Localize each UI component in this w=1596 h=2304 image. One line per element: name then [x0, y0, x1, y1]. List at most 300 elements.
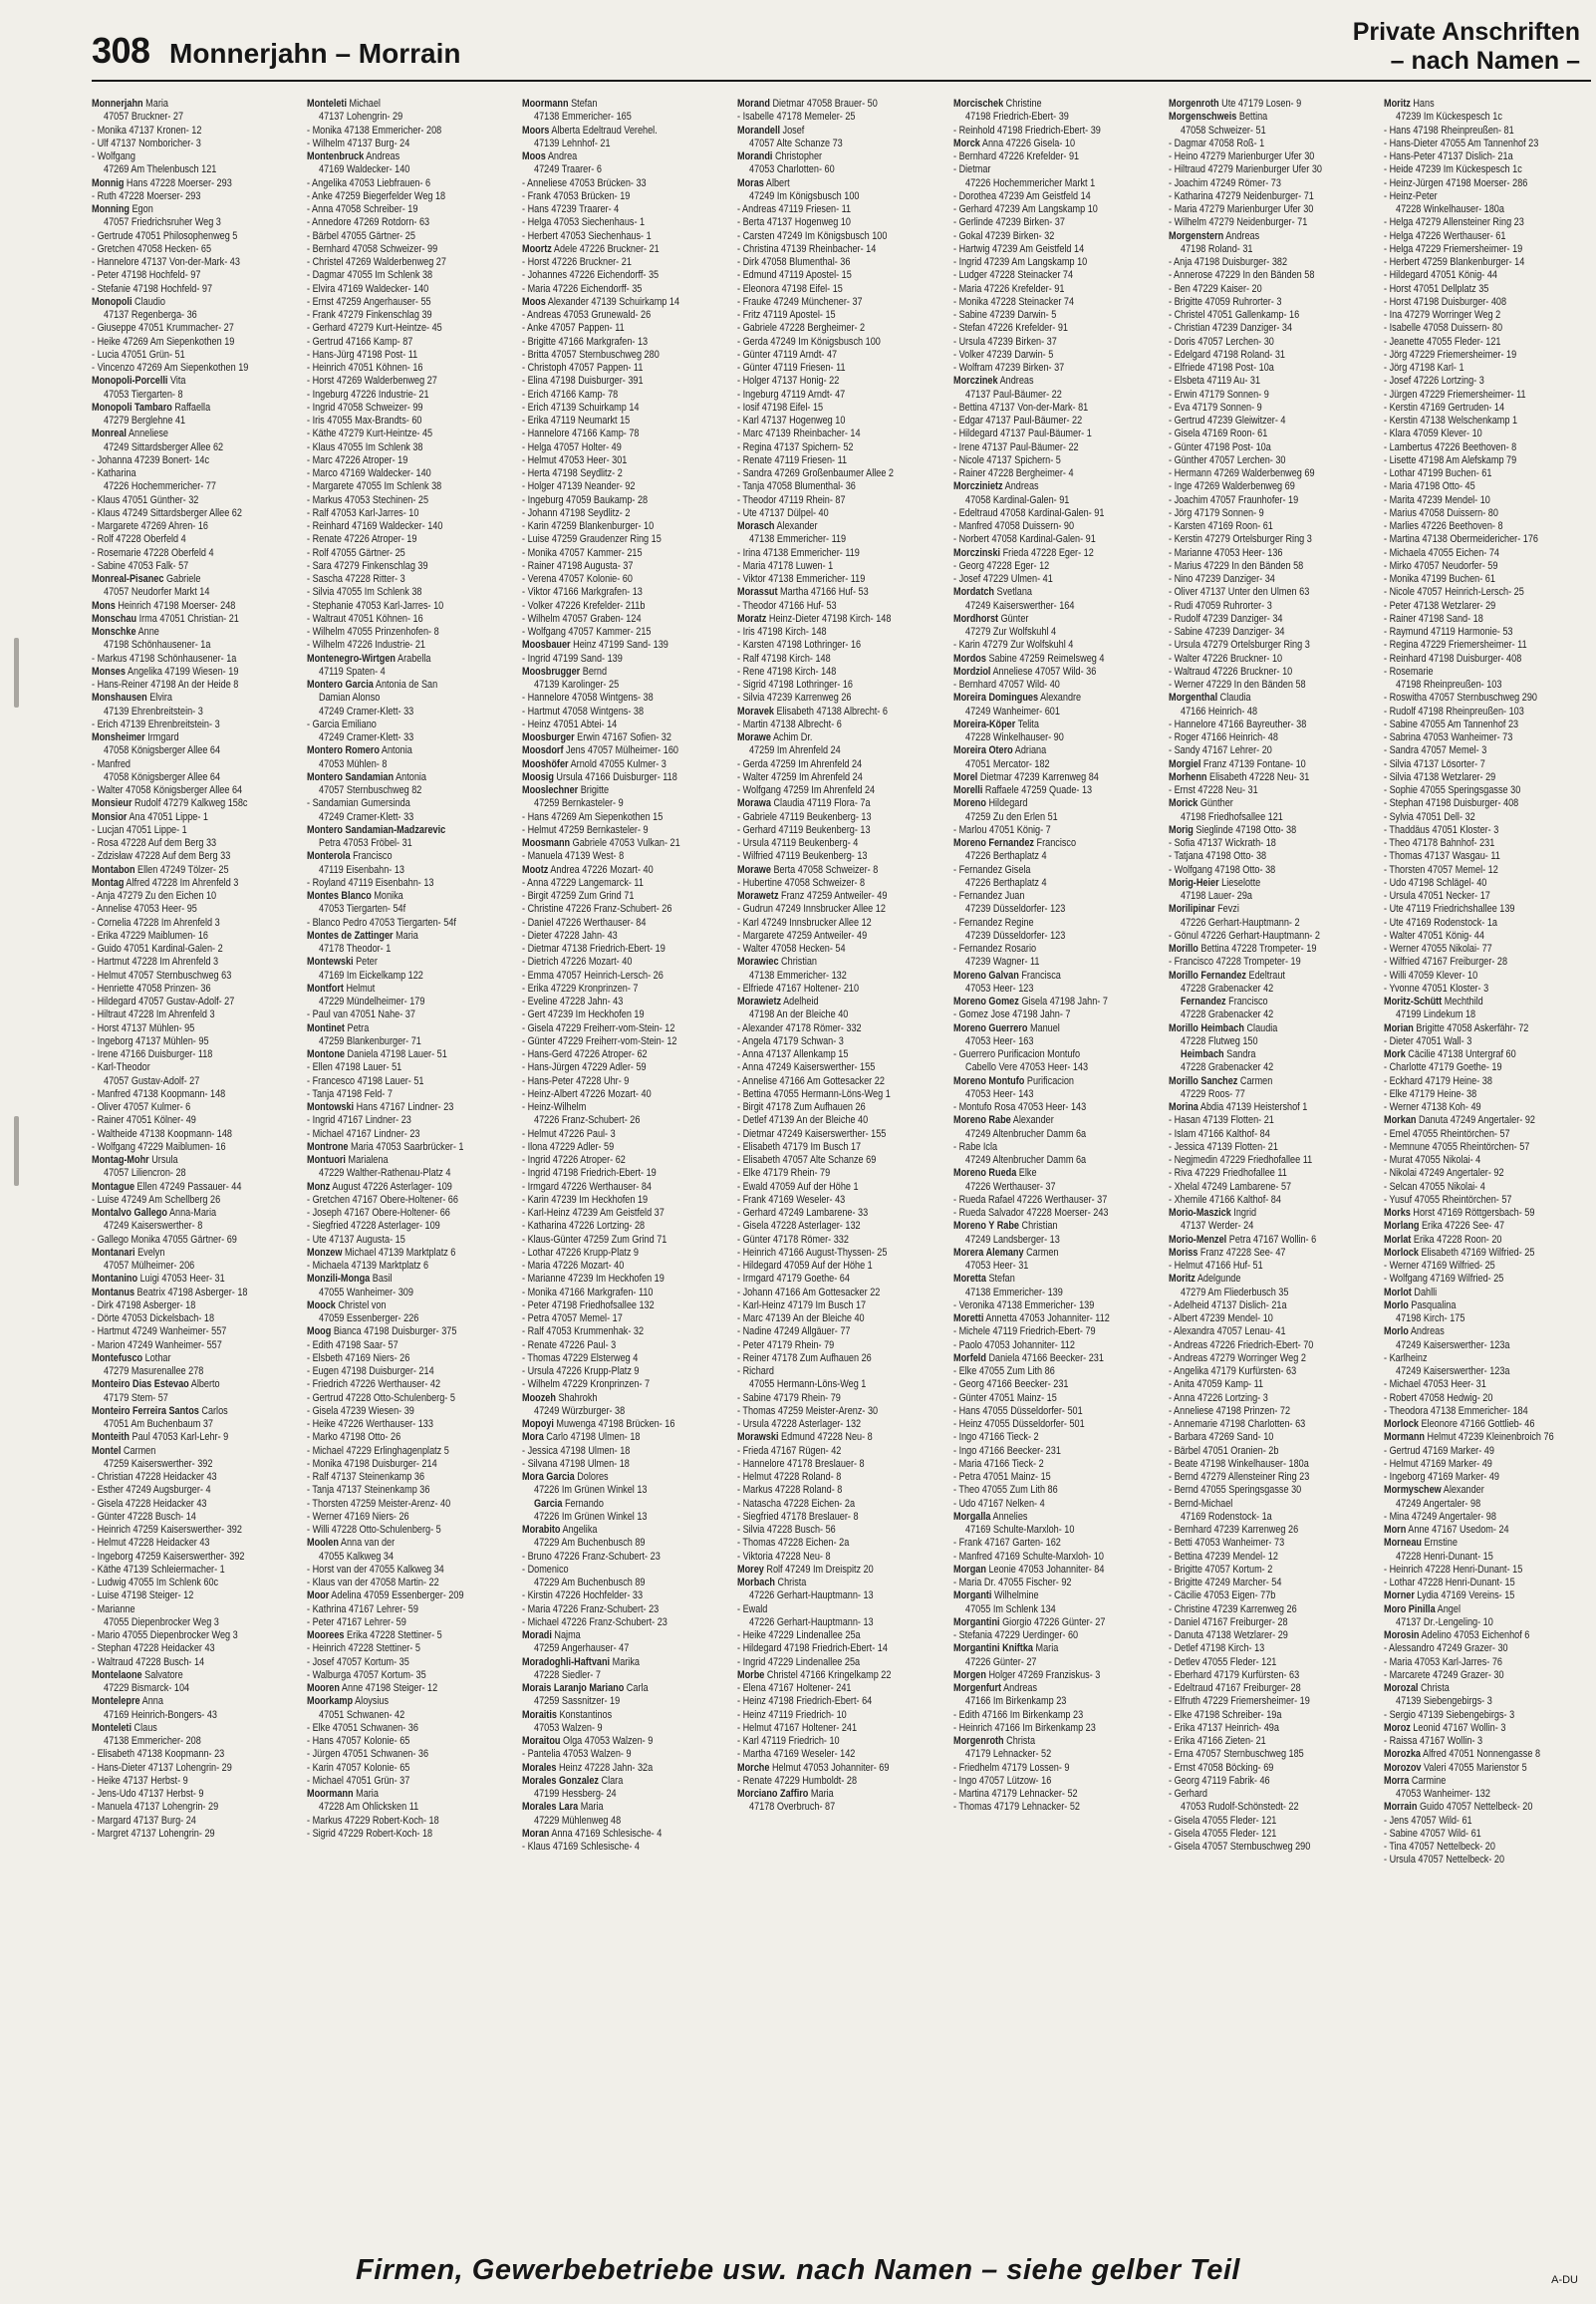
listing-entry: [307, 613, 514, 626]
entry-detail: - Pantelia 47053 Walzen- 9: [522, 1748, 632, 1761]
listing-entry: [307, 1722, 514, 1735]
entry-detail: - Wilhelm 47057 Graben- 124: [522, 612, 642, 625]
entry-detail: - Lucjan 47051 Lippe- 1: [92, 823, 187, 836]
surname: Morig-Heier: [1168, 876, 1219, 889]
entry-detail: - Negjmedin 47229 Friedhofallee 11: [1168, 1154, 1312, 1166]
entry-detail: 47138 Emmericher- 139: [964, 1286, 1063, 1298]
listing-entry: [1169, 996, 1376, 1008]
listing-entry: [1169, 1431, 1376, 1444]
listing-entry: [92, 269, 299, 282]
entry-detail: - Helga 47053 Siechenhaus- 1: [522, 216, 646, 229]
surname: Monsior: [92, 810, 128, 823]
listing-entry: [1384, 1511, 1591, 1524]
listing-entry: [92, 177, 299, 190]
listing-entry: [92, 415, 299, 428]
entry-detail: - Thaddäus 47051 Kloster- 3: [1383, 823, 1499, 836]
entry-detail: - Thomas 47259 Meister-Arenz- 30: [737, 1404, 879, 1417]
entry-detail: - Karin 47259 Blankenburger- 10: [522, 520, 655, 532]
entry-detail: - Margard 47137 Burg- 24: [92, 1814, 196, 1827]
listing-entry: [1169, 1220, 1376, 1233]
listing-entry: [307, 1788, 514, 1801]
entry-detail: Gabriele: [163, 573, 201, 585]
entry-detail: - Fernandez Rosario: [952, 943, 1036, 955]
page-footer: [0, 2254, 1596, 2287]
entry-detail: - Michael 47226 Franz-Schubert- 23: [522, 1615, 668, 1628]
listing-entry: [737, 758, 944, 771]
listing-entry: [1384, 758, 1591, 771]
entry-detail: - Gertrud 47169 Marker- 49: [1383, 1444, 1494, 1457]
listing-entry: [953, 349, 1161, 362]
entry-detail: - Manuela 47139 West- 8: [522, 850, 625, 863]
entry-detail: - Esther 47249 Augsburger- 4: [92, 1484, 211, 1497]
listing-entry: [737, 1260, 944, 1273]
entry-detail: - Klaus-Günter 47259 Zum Grind 71: [522, 1233, 667, 1246]
entry-detail: - Ingrid 47167 Lindner- 23: [307, 1114, 411, 1127]
listing-entry: [953, 1656, 1161, 1669]
entry-detail: - Peter 47198 Hochfeld- 97: [92, 269, 201, 282]
listing-entry: [737, 666, 944, 679]
listing-entry: [737, 903, 944, 916]
entry-detail: - Holger 47139 Neander- 92: [522, 480, 636, 493]
entry-detail: - Petra 47057 Memel- 17: [522, 1312, 624, 1324]
listing-entry: [522, 1748, 729, 1761]
listing-entry: [1169, 1299, 1376, 1312]
entry-detail: - Gertrud 47228 Otto-Schulenberg- 5: [307, 1391, 456, 1404]
listing-entry: [522, 1234, 729, 1247]
listing-entry: [522, 362, 729, 375]
listing-entry: [92, 163, 299, 176]
surname: Morozka: [1383, 1748, 1421, 1761]
listing-entry: [1169, 1234, 1376, 1247]
listing-entry: [737, 1008, 944, 1021]
entry-detail: - Ingrid 47199 Sand- 139: [522, 652, 624, 665]
entry-detail: - Helmut 47166 Huf- 51: [1168, 1260, 1263, 1272]
listing-entry: [307, 653, 514, 666]
entry-detail: - Karin 47279 Zur Wolfskuhl 4: [952, 639, 1073, 652]
surname: Morgenstern: [1168, 229, 1223, 242]
listing-entry: [953, 850, 1161, 863]
entry-detail: - Edeltraud 47058 Kardinal-Galen- 91: [952, 506, 1105, 519]
entry-detail: - Nikolai 47249 Angertaler- 92: [1383, 1167, 1504, 1180]
entry-detail: Carmen: [1237, 1074, 1273, 1087]
listing-entry: [522, 903, 729, 916]
entry-detail: Alexander: [1441, 1484, 1484, 1497]
entry-detail: - Sophie 47055 Speringsgasse 30: [1383, 784, 1521, 796]
entry-detail: - Bernd 47055 Speringsgasse 30: [1168, 1484, 1301, 1497]
entry-detail: - Ingeborg 47169 Marker- 49: [1383, 1471, 1499, 1483]
listing-entry: [307, 956, 514, 969]
listing-entry: [737, 1312, 944, 1325]
entry-detail: Albert: [764, 176, 791, 189]
entry-detail: - Christel 47051 Gallenkamp- 16: [1168, 309, 1299, 321]
entry-detail: - Birgit 47259 Zum Grind 71: [522, 890, 635, 902]
surname: Montag: [92, 876, 125, 889]
entry-detail: Sieglinde 47198 Otto- 38: [1193, 823, 1296, 836]
listing-entry: [1384, 1577, 1591, 1589]
surname: Monteiro Dias Estevao: [92, 1378, 189, 1391]
listing-entry: [1169, 283, 1376, 296]
surname: Moozeh: [522, 1391, 557, 1404]
listing-entry: [737, 150, 944, 163]
listing-entry: [522, 216, 729, 229]
listing-entry: [522, 1022, 729, 1035]
listing-entry: [1384, 1128, 1591, 1141]
listing-entry: [307, 1735, 514, 1748]
listing-entry: [1384, 1616, 1591, 1629]
entry-detail: - Christine 47226 Franz-Schubert- 26: [522, 903, 672, 916]
entry-detail: - Peter 47198 Friedhofsallee 132: [522, 1298, 655, 1311]
entry-detail: 47249 Cramer-Klett- 33: [319, 705, 414, 718]
entry-detail: - Fernandez Regine: [952, 916, 1034, 929]
listing-entry: [1169, 639, 1376, 652]
listing-entry: [1169, 1181, 1376, 1194]
listing-entry: [522, 758, 729, 771]
entry-detail: Andreas: [1222, 229, 1259, 242]
listing-entry: [307, 269, 514, 282]
surname: Morgan: [952, 1563, 986, 1576]
entry-detail: - Helmut 47057 Sternbuschweg 63: [92, 969, 232, 982]
listing-entry: [307, 322, 514, 335]
listing-entry: [737, 837, 944, 850]
listing-entry: [522, 1484, 729, 1497]
surname: Moorees: [307, 1629, 345, 1641]
entry-detail: - Helmut 47228 Roland- 8: [737, 1471, 842, 1483]
listing-entry: [1169, 1154, 1376, 1167]
page-edge-mark: [14, 1116, 19, 1186]
listing-entry: [307, 150, 514, 163]
surname: Morgantini: [952, 1615, 1000, 1628]
surname: Morgenroth: [1168, 98, 1219, 110]
entry-detail: 47058 Königsberger Allee 64: [104, 770, 221, 783]
listing-entry: [522, 837, 729, 850]
listing-column-1: [92, 98, 299, 2240]
listing-entry: [1169, 573, 1376, 586]
listing-entry: [953, 1603, 1161, 1616]
listing-entry: [1169, 547, 1376, 560]
listing-entry: [92, 375, 299, 388]
listing-entry: [1169, 1114, 1376, 1127]
entry-detail: - Nino 47239 Danziger- 34: [1168, 573, 1275, 585]
listing-entry: [92, 1682, 299, 1695]
listing-entry: [1384, 1418, 1591, 1431]
listing-entry: [953, 1788, 1161, 1801]
entry-detail: - Gisela 47229 Freiherr-vom-Stein- 12: [522, 1021, 675, 1034]
listing-entry: [92, 243, 299, 256]
entry-detail: - Andreas 47053 Grunewald- 26: [522, 309, 652, 321]
entry-detail: - Jens-Udo 47137 Herbst- 9: [92, 1788, 204, 1800]
listing-entry: [737, 1431, 944, 1444]
entry-detail: - Günter 47178 Römer- 332: [737, 1233, 850, 1246]
entry-detail: - Irene 47137 Paul-Bäumer- 22: [952, 440, 1079, 453]
entry-detail: - Christine 47239 Karrenweg 26: [1168, 1602, 1297, 1615]
listing-entry: [92, 1524, 299, 1537]
surname: Moretta: [952, 1273, 986, 1286]
entry-detail: - Thorsten 47057 Memel- 12: [1383, 863, 1498, 876]
listing-entry: [92, 1801, 299, 1814]
listing-entry: [953, 1088, 1161, 1101]
listing-entry: [522, 811, 729, 824]
listing-entry: [1384, 269, 1591, 282]
listing-entry: [737, 1524, 944, 1537]
listing-entry: [307, 811, 514, 824]
entry-detail: - Gisela 47055 Fleder- 121: [1168, 1814, 1277, 1827]
listing-entry: [1169, 850, 1376, 863]
entry-detail: - Peter 47138 Wetzlarer- 29: [1383, 599, 1496, 612]
entry-detail: - Eugen 47198 Duisburger- 214: [307, 1365, 434, 1377]
listing-entry: [737, 1207, 944, 1220]
entry-detail: - Tanja 47137 Steinenkamp 36: [307, 1484, 430, 1497]
entry-detail: - Reiner 47178 Zum Aufhauen 26: [737, 1351, 873, 1364]
entry-detail: Ingrid: [1230, 1207, 1256, 1219]
listing-entry: [1169, 930, 1376, 943]
entry-detail: 47055 Hermann-Löns-Weg 1: [749, 1378, 867, 1391]
entry-detail: - Hartmut 47228 Im Ahrenfeld 3: [92, 956, 219, 969]
listing-entry: [737, 1603, 944, 1616]
listing-entry: [522, 877, 729, 890]
entry-detail: - Thomas 47228 Eichen- 2a: [737, 1537, 850, 1550]
listing-entry: [307, 1669, 514, 1682]
listing-entry: [307, 1088, 514, 1101]
entry-detail: 47229 Bismarck- 104: [104, 1682, 190, 1694]
surname: Mora: [522, 1431, 545, 1444]
listing-entry: [737, 1273, 944, 1286]
listing-entry: [1169, 125, 1376, 138]
entry-detail: Olga 47053 Walzen- 9: [560, 1735, 654, 1747]
listing-entry: [307, 1061, 514, 1074]
listing-entry: [1384, 111, 1591, 124]
listing-entry: [953, 1642, 1161, 1655]
listing-entry: [737, 692, 944, 705]
surname: Morks: [1383, 1207, 1411, 1219]
listing-entry: [737, 1735, 944, 1748]
listing-entry: [1384, 719, 1591, 731]
entry-detail: 47137 Werder- 24: [1180, 1220, 1254, 1233]
listing-entry: [953, 1577, 1161, 1589]
listing-entry: [1169, 586, 1376, 599]
listing-entry: [92, 850, 299, 863]
entry-detail: - Markus 47198 Schönhausener- 1a: [92, 652, 237, 665]
listing-entry: [737, 375, 944, 388]
entry-detail: - Gokal 47239 Birken- 32: [952, 229, 1054, 242]
entry-detail: - Stephanie 47053 Karl-Jarres- 10: [307, 599, 444, 612]
entry-detail: - Theo 47178 Bahnhof- 231: [1383, 837, 1495, 849]
surname: Moretti: [952, 1312, 983, 1324]
entry-detail: - Karl-Heinz 47179 Im Busch 17: [737, 1298, 867, 1311]
listing-entry: [1384, 441, 1591, 454]
listing-entry: [307, 428, 514, 440]
listing-entry: [307, 1801, 514, 1814]
listing-entry: [522, 336, 729, 349]
listing-entry: [1384, 1247, 1591, 1260]
entry-detail: - Helga 47229 Friemersheimer- 19: [1383, 242, 1523, 255]
entry-detail: - Eveline 47228 Jahn- 43: [522, 996, 624, 1008]
entry-detail: 47119 Spaten- 4: [319, 665, 386, 678]
entry-detail: Günther: [1197, 797, 1233, 810]
entry-detail: - Hans-Dieter 47055 Am Tannenhof 23: [1383, 137, 1539, 149]
entry-detail: - Willi 47059 Klever- 10: [1383, 969, 1478, 982]
listing-entry: [1384, 771, 1591, 784]
entry-detail: - Hans 47057 Kolonie- 65: [307, 1735, 410, 1747]
listing-entry: [522, 1273, 729, 1286]
listing-entry: [1169, 1405, 1376, 1418]
entry-detail: - Josef 47229 Ulmen- 41: [952, 573, 1053, 585]
entry-detail: - Günter 47229 Freiherr-vom-Stein- 12: [522, 1034, 677, 1047]
listing-entry: [1169, 1471, 1376, 1484]
listing-entry: [953, 930, 1161, 943]
entry-detail: Carmen: [121, 1444, 156, 1457]
listing-entry: [953, 1537, 1161, 1550]
listing-entry: [522, 349, 729, 362]
surname: Moog: [307, 1325, 332, 1338]
listing-entry: [92, 138, 299, 150]
entry-detail: - Ingo 47166 Tieck- 2: [952, 1431, 1039, 1444]
entry-detail: - Mina 47249 Angertaler- 98: [1383, 1510, 1496, 1523]
listing-entry: [307, 415, 514, 428]
listing-entry: [92, 706, 299, 719]
listing-entry: [92, 1022, 299, 1035]
entry-detail: - Natascha 47228 Eichen- 2a: [737, 1497, 856, 1510]
listing-entry: [737, 1247, 944, 1260]
entry-detail: - Jeanette 47055 Fleder- 121: [1383, 335, 1501, 348]
listing-entry: [1169, 296, 1376, 309]
listing-entry: [307, 98, 514, 111]
surname: Morgenfurt: [952, 1682, 1001, 1694]
entry-detail: - Jessica 47198 Ulmen- 18: [522, 1444, 631, 1457]
listing-entry: [522, 1709, 729, 1722]
entry-detail: - Kirstin 47226 Hochfelder- 33: [522, 1589, 644, 1602]
surname: Morasch: [737, 520, 775, 532]
listing-entry: [1384, 1088, 1591, 1101]
surname: Moors: [522, 124, 550, 137]
entry-detail: - Werner 47055 Nikolai- 77: [1383, 943, 1492, 955]
listing-entry: [737, 269, 944, 282]
listing-entry: [522, 1260, 729, 1273]
listing-entry: [307, 1260, 514, 1273]
listing-entry: [522, 850, 729, 863]
listing-entry: [1384, 402, 1591, 415]
listing-entry: [522, 1418, 729, 1431]
entry-detail: - Heinrich 47259 Kaiserswerther- 392: [92, 1524, 242, 1536]
listing-entry: [737, 1378, 944, 1391]
listing-entry: [953, 837, 1161, 850]
listing-entry: [92, 903, 299, 916]
listing-entry: [92, 1762, 299, 1775]
listing-entry: [92, 1287, 299, 1299]
listing-entry: [737, 1695, 944, 1708]
entry-detail: - Gerda 47259 Im Ahrenfeld 24: [737, 757, 863, 770]
entry-detail: - Islam 47166 Kalthof- 84: [1168, 1127, 1270, 1140]
listing-entry: [307, 903, 514, 916]
entry-detail: - Wilfried 47119 Beukenberg- 13: [737, 850, 868, 863]
entry-detail: - Rainer 47198 Augusta- 37: [522, 559, 634, 572]
entry-detail: Adelina 47059 Essenberger- 209: [329, 1589, 464, 1602]
entry-detail: 47226 Im Grünen Winkel 13: [534, 1510, 648, 1523]
entry-detail: - Elisabeth 47138 Koopmann- 23: [92, 1748, 225, 1761]
entry-detail: Anna-Maria: [166, 1207, 217, 1219]
listing-entry: [1169, 336, 1376, 349]
listing-entry: [737, 970, 944, 983]
entry-detail: - Rudolf 47239 Danziger- 34: [1168, 612, 1283, 625]
listing-entry: [1384, 1458, 1591, 1471]
listing-entry: [737, 890, 944, 903]
entry-detail: Andreas: [1000, 1682, 1037, 1694]
entry-detail: - Bettina 47137 Von-der-Mark- 81: [952, 401, 1088, 414]
listing-entry: [522, 507, 729, 520]
entry-detail: - Kerstin 47279 Ortelsburger Ring 3: [1168, 533, 1312, 546]
surname: Moriss: [1168, 1246, 1198, 1259]
entry-detail: - Holger 47137 Honig- 22: [737, 375, 840, 388]
listing-entry: [1384, 309, 1591, 322]
entry-detail: - Josef 47057 Kortum- 35: [307, 1655, 409, 1668]
listing-entry: [92, 1735, 299, 1748]
surname: Morozov: [1383, 1761, 1422, 1774]
listing-entry: [307, 1287, 514, 1299]
listing-entry: [953, 877, 1161, 890]
surname: Monreal-Pisanec: [92, 573, 164, 585]
listing-entry: [92, 586, 299, 599]
entry-detail: - Wolfgang 47198 Otto- 38: [1168, 863, 1275, 876]
entry-detail: Ursula: [148, 1154, 178, 1166]
entry-detail: - Maria 47053 Karl-Jarres- 76: [1383, 1655, 1502, 1668]
entry-detail: 47259 Sassnitzer- 19: [534, 1695, 621, 1708]
listing-entry: [92, 1669, 299, 1682]
listing-entry: [953, 731, 1161, 744]
listing-entry: [737, 362, 944, 375]
entry-detail: - Albert 47239 Mendel- 10: [1168, 1312, 1273, 1324]
listing-entry: [92, 1352, 299, 1365]
listing-entry: [1169, 362, 1376, 375]
surname: Monterola: [307, 850, 351, 863]
listing-entry: [92, 784, 299, 797]
entry-detail: - Ute 47137 Augusta- 15: [307, 1233, 405, 1246]
entry-detail: Purificacion: [1023, 1074, 1074, 1087]
listing-entry: [92, 970, 299, 983]
entry-detail: Hans 47167 Lindner- 23: [354, 1101, 454, 1113]
listing-entry: [522, 1589, 729, 1602]
listing-entry: [953, 626, 1161, 639]
entry-detail: Anna van der: [339, 1537, 396, 1550]
entry-detail: - Ute 47119 Friedrichshallee 139: [1383, 903, 1515, 916]
listing-entry: [737, 98, 944, 111]
surname: Morick: [1168, 797, 1198, 810]
listing-entry: [522, 1287, 729, 1299]
entry-detail: Dietmar 47239 Karrenweg 84: [976, 770, 1099, 783]
entry-detail: - Christina 47139 Rheinbacher- 14: [737, 242, 877, 255]
surname: Morio-Menzel: [1168, 1233, 1226, 1246]
listing-entry: [1169, 163, 1376, 176]
entry-detail: - Katharina 47226 Lortzing- 28: [522, 1220, 646, 1233]
listing-entry: [92, 560, 299, 573]
entry-detail: Edeltraut: [1245, 969, 1285, 982]
entry-detail: - Anna 47249 Kaiserswerther- 155: [737, 1061, 876, 1074]
entry-detail: - Elke 47179 Heine- 38: [1383, 1087, 1477, 1100]
entry-detail: 47053 Heer- 123: [964, 982, 1033, 995]
entry-detail: - Roswitha 47057 Sternbuschweg 290: [1383, 692, 1537, 705]
entry-detail: 47053 Heer- 143: [964, 1087, 1033, 1100]
entry-detail: - Kathrina 47167 Lehrer- 59: [307, 1602, 419, 1615]
entry-detail: - Lambertus 47226 Beethoven- 8: [1383, 440, 1517, 453]
listing-entry: [92, 1788, 299, 1801]
listing-entry: [737, 480, 944, 493]
surname: Moolen: [307, 1537, 340, 1550]
listing-entry: [953, 1735, 1161, 1748]
listing-entry: [1384, 1167, 1591, 1180]
surname: Monsheimer: [92, 731, 145, 743]
entry-detail: - Elke 47198 Schreiber- 19a: [1168, 1708, 1282, 1721]
entry-detail: Petra 47167 Wollin- 6: [1225, 1233, 1316, 1246]
entry-detail: - Horst 47137 Mühlen- 95: [92, 1021, 195, 1034]
entry-detail: - Anke 47057 Pappen- 11: [522, 322, 625, 335]
